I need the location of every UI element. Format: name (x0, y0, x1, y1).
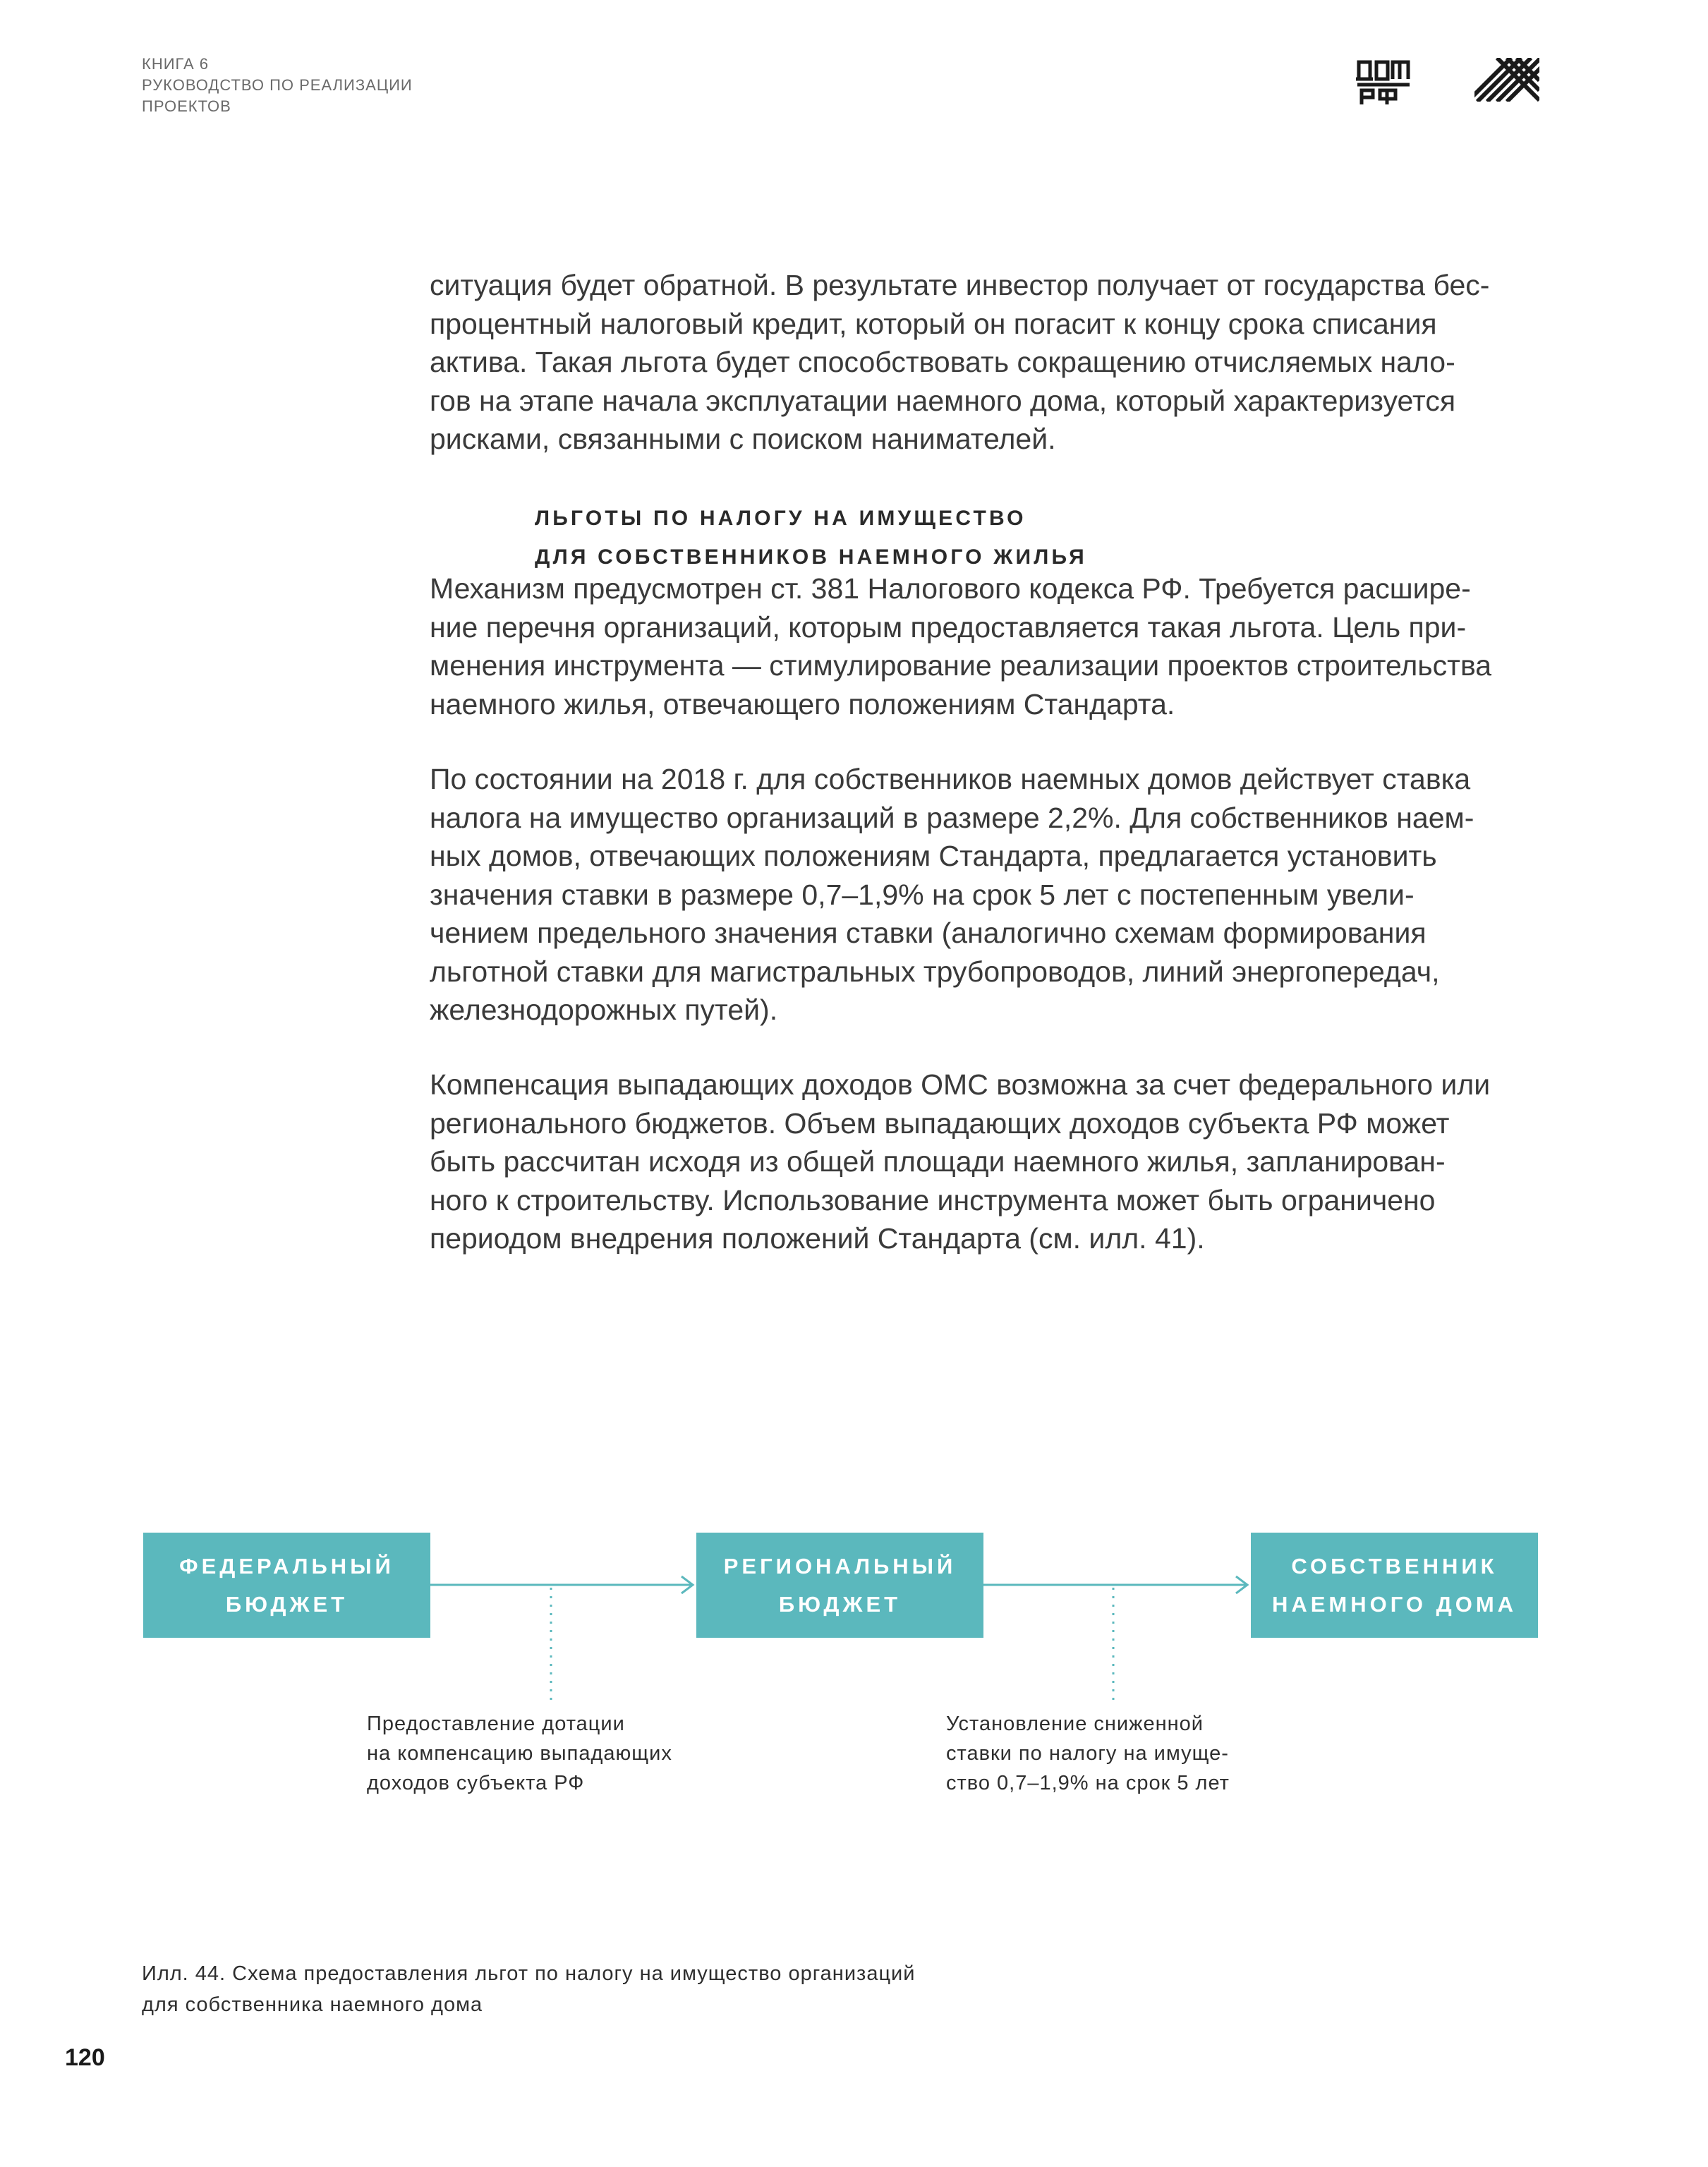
pattern-logo (1474, 58, 1539, 102)
note-line: доходов субъекта РФ (367, 1772, 585, 1794)
text-line: ных домов, отвечающих положениям Стандарта, предлагается установить (430, 840, 1437, 872)
caption-line: для собственника наемного дома (142, 1993, 483, 2016)
text-line: Компенсация выпадающих доходов ОМС возможна за счет федерального или (430, 1068, 1491, 1101)
subheading-line: ДЛЯ СОБСТВЕННИКОВ НАЕМНОГО ЖИЛЬЯ (535, 545, 1087, 569)
paragraph-mechanism (430, 569, 1587, 723)
text-line: льготной ставки для магистральных трубопроводов, линий энергопередач, (430, 955, 1440, 988)
text-line: ного к строительству. Использование инструмента может быть ограничено (430, 1183, 1436, 1217)
note-line: Установление сниженной (946, 1713, 1204, 1735)
text-line: налога на имущество организаций в размере 2,2%. Для собственников наем- (430, 801, 1474, 834)
page-number: 120 (65, 2044, 105, 2071)
text-line: ние перечня организаций, которым предоставляется такая льгота. Цель при- (430, 610, 1467, 644)
box-label: РЕГИОНАЛЬНЫЙ (723, 1553, 957, 1579)
figure-caption (142, 1958, 915, 2020)
arrowhead-icon (682, 1576, 693, 1593)
note-line: Предоставление дотации (367, 1713, 625, 1735)
paragraph-rates (430, 760, 1587, 1030)
text-line: рисками, связанными с поиском нанимателей. (430, 423, 1056, 455)
text-line: актива. Такая льгота будет способствовать сокращению отчисляемых нало- (430, 346, 1455, 378)
section-subheading (535, 499, 1087, 577)
text-line: значения ставки в размере 0,7–1,9% на срок 5 лет с постепенным увели- (430, 878, 1415, 911)
text-line: гов на этапе начала эксплуатации наемного дома, который характеризуется (430, 384, 1456, 417)
box-federal-budget (143, 1533, 430, 1638)
box-regional-budget (696, 1533, 983, 1638)
note-line: ставки по налогу на имуще- (946, 1742, 1229, 1765)
text-line: железнодорожных путей). (430, 994, 778, 1026)
header-line: ПРОЕКТОВ (142, 97, 231, 115)
text-line: чением предельного значения ставки (аналогично схемам формирования (430, 917, 1427, 949)
subheading-line: ЛЬГОТЫ ПО НАЛОГУ НА ИМУЩЕСТВО (535, 507, 1026, 530)
dom-rf-logo (1356, 58, 1412, 107)
header-line: РУКОВОДСТВО ПО РЕАЛИЗАЦИИ (142, 76, 413, 94)
running-header (142, 54, 413, 117)
note-subsidy (367, 1709, 672, 1798)
box-label: ФЕДЕРАЛЬНЫЙ (179, 1553, 394, 1579)
text-line: процентный налоговый кредит, который он погасит к концу срока списания (430, 307, 1437, 340)
paragraph-compensation (430, 1066, 1587, 1258)
text-line: регионального бюджетов. Объем выпадающих доходов субъекта РФ может (430, 1106, 1450, 1140)
header-line: КНИГА 6 (142, 55, 209, 73)
text-line: менения инструмента — стимулирование реализации проектов строительства (430, 649, 1492, 682)
box-label: БЮДЖЕТ (778, 1591, 902, 1617)
arrowhead-icon (1236, 1576, 1247, 1593)
box-label: НАЕМНОГО ДОМА (1271, 1591, 1518, 1617)
text-line: быть рассчитан исходя из общей площади наемного жилья, запланирован- (430, 1145, 1446, 1178)
paragraph-intro (430, 266, 1587, 459)
note-reduced-rate (946, 1709, 1230, 1798)
text-line: периодом внедрения положений Стандарта (см. илл. 41). (430, 1222, 1205, 1255)
text-line: наемного жилья, отвечающего положениям Стандарта. (430, 687, 1175, 720)
caption-line: Илл. 44. Схема предоставления льгот по налогу на имущество организаций (142, 1962, 916, 1985)
note-line: ство 0,7–1,9% на срок 5 лет (946, 1772, 1230, 1794)
note-line: на компенсацию выпадающих (367, 1742, 672, 1765)
box-house-owner (1251, 1533, 1538, 1638)
text-line: Механизм предусмотрен ст. 381 Налогового кодекса РФ. Требуется расшире- (430, 572, 1471, 605)
text-line: По состоянии на 2018 г. для собственников наемных домов действует ставка (430, 763, 1471, 795)
box-label: СОБСТВЕННИК (1291, 1553, 1498, 1579)
text-line: ситуация будет обратной. В результате инвестор получает от государства бес- (430, 269, 1490, 301)
box-label: БЮДЖЕТ (225, 1591, 349, 1617)
